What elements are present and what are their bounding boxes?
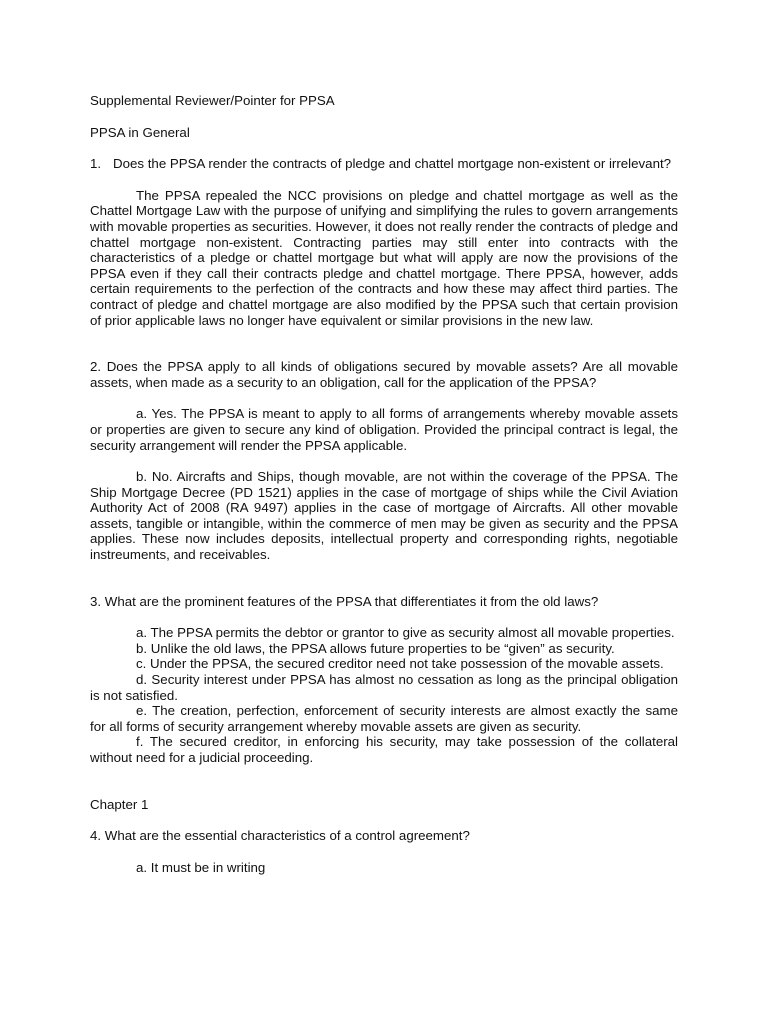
- feature-item-a: a. The PPSA permits the debtor or grantor to give as security almost all movable properties.: [136, 625, 675, 641]
- feature-item-f: f. The secured creditor, in enforcing his security, may take possession of the collateral without need for a judicial proceeding.: [90, 734, 678, 765]
- question-1: [90, 156, 678, 172]
- answer-4a: a. It must be in writing: [136, 859, 266, 875]
- section-heading-general: PPSA in General: [90, 124, 190, 140]
- document-title: Supplemental Reviewer/Pointer for PPSA: [90, 93, 335, 108]
- answer-2a: a. Yes. The PPSA is meant to apply to all forms of arrangements whereby movable assets or properties are given to secure any kind of obligation. Provided the principal contract is legal, the security arrangement will render the PPSA applicable.: [90, 406, 678, 453]
- question-4: 4. What are the essential characteristics of a control agreement?: [90, 828, 470, 844]
- document-page: [90, 93, 678, 875]
- feature-item-b: b. Unlike the old laws, the PPSA allows future properties to be “given” as security.: [136, 640, 615, 656]
- question-1-number: 1.: [90, 156, 102, 172]
- feature-list: [90, 625, 678, 765]
- feature-item-c: c. Under the PPSA, the secured creditor need not take possession of the movable assets.: [136, 656, 664, 672]
- feature-item-e: e. The creation, perfection, enforcement of security interests are almost exactly the same for all forms of security arrangement whereby movable assets are given as security.: [90, 703, 678, 734]
- question-1-text: Does the PPSA render the contracts of pledge and chattel mortgage non-existent or irrelevant?: [113, 156, 672, 172]
- answer-1: The PPSA repealed the NCC provisions on pledge and chattel mortgage as well as the Chattel Mortgage Law with the purpose of unifying and simplifying the rules to govern arrangements with movable properties as securities. However, it does not really render the contracts of pledge and chattel mortgage non-existent. Contracting parties may still enter into contracts with the characteristics of a pledge or chattel mortgage but what will apply are now the provisions of the PPSA even if they call their contracts pledge and chattel mortgage. There PPSA, however, adds certain requirements to the perfection of the contracts and how these may affect third parties. The contract of pledge and chattel mortgage are also modified by the PPSA such that certain provision of prior applicable laws no longer have equivalent or similar provisions in the new law.: [90, 187, 678, 328]
- feature-item-d: d. Security interest under PPSA has almost no cessation as long as the principal obligation is not satisfied.: [90, 672, 678, 703]
- question-3: 3. What are the prominent features of the PPSA that differentiates it from the old laws?: [90, 593, 599, 609]
- answer-2b: b. No. Aircrafts and Ships, though movable, are not within the coverage of the PPSA. The Ship Mortgage Decree (PD 1521) applies in the case of mortgage of ships while the Civil Aviation Authority Act of 2008 (RA 9497) applies in the case of mortgage of Aircrafts. All other movable assets, tangible or intangible, within the commerce of men may be given as security and the PPSA applies. These now includes deposits, intellectual property and corresponding rights, negotiable instreuments, and receivables.: [90, 469, 678, 563]
- chapter-heading: Chapter 1: [90, 796, 149, 812]
- question-2: 2. Does the PPSA apply to all kinds of obligations secured by movable assets? Are all movable assets, when made as a security to an obligation, call for the application of the PPSA?: [90, 359, 678, 390]
